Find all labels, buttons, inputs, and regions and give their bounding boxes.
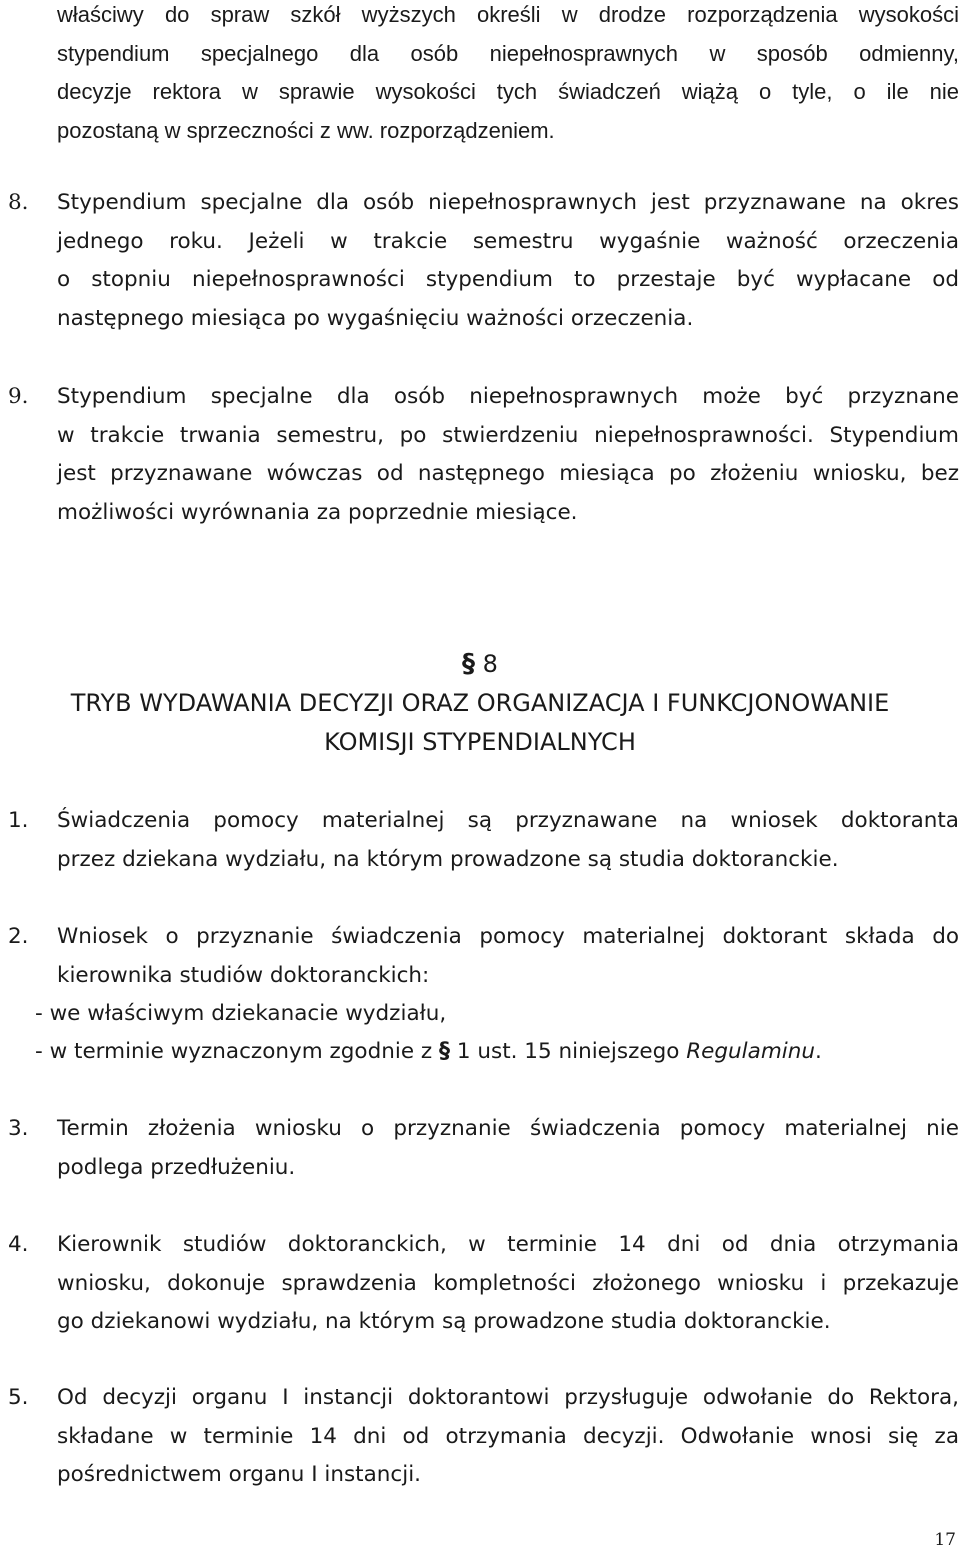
item-number: 8.	[8, 190, 29, 215]
text-line: przez dziekana wydziału, na którym prowadzone są studia doktoranckie.	[57, 846, 839, 872]
text-line: kierownika studiów doktoranckich:	[57, 962, 430, 988]
point-number: 4.	[8, 1232, 29, 1257]
item-8-paragraph	[57, 184, 959, 338]
text-line: podlega przedłużeniu.	[57, 1154, 296, 1180]
text-line: Od decyzji organu I instancji doktorantowi przysługuje odwołanie do Rektora,	[57, 1385, 959, 1410]
point-4-paragraph	[57, 1226, 959, 1342]
point-number: 1.	[8, 808, 29, 833]
text-line: pośrednictwem organu I instancji.	[57, 1462, 422, 1487]
text-line: go dziekanowi wydziału, na którym są prowadzone studia doktoranckie.	[57, 1309, 831, 1334]
text-line: składane w terminie 14 dni od otrzymania decyzji. Odwołanie wnosi się za	[57, 1423, 959, 1449]
text-line: jednego roku. Jeżeli w trakcie semestru wygaśnie ważność orzeczenia	[57, 228, 959, 254]
text-line: wniosku, dokonuje sprawdzenia kompletności złożonego wniosku i przekazuje	[57, 1270, 959, 1296]
section-heading	[0, 645, 960, 762]
text-line: jest przyznawane wówczas od następnego miesiąca po złożeniu wniosku, bez	[57, 461, 959, 486]
point-5-paragraph	[57, 1379, 959, 1495]
point-number: 5.	[8, 1385, 29, 1410]
text-line: następnego miesiąca po wygaśnięciu ważności orzeczenia.	[57, 305, 694, 331]
text-line: stypendium specjalnego dla osób niepełnosprawnych w sposób odmienny,	[57, 40, 959, 66]
item-number: 9.	[8, 384, 29, 409]
dash-text: .	[815, 1039, 822, 1064]
text-line: w trakcie trwania semestru, po stwierdzeniu niepełnosprawności. Stypendium	[57, 422, 959, 448]
text-line: właściwy do spraw szkół wyższych określi w drodze rozporządzenia wysokości	[57, 2, 959, 27]
point-number: 2.	[8, 924, 29, 949]
text-line: Wniosek o przyznanie świadczenia pomocy materialnej doktorant składa do	[57, 924, 959, 949]
section-sign: §	[462, 649, 476, 679]
point-number: 3.	[8, 1116, 29, 1141]
section-title-line: TRYB WYDAWANIA DECYZJI ORAZ ORGANIZACJA I FUNKCJONOWANIE	[70, 689, 890, 717]
text-line: Stypendium specjalne dla osób niepełnosprawnych może być przyznane	[57, 384, 959, 409]
text-line: Kierownik studiów doktoranckich, w terminie 14 dni od dnia otrzymania	[57, 1232, 959, 1257]
text-line: Świadczenia pomocy materialnej są przyznawane na wniosek doktoranta	[57, 808, 959, 833]
dash-text: - w terminie wyznaczonym zgodnie z	[35, 1039, 440, 1064]
intro-paragraph	[57, 0, 959, 150]
page-number: 17	[934, 1530, 956, 1550]
section-sign: §	[439, 1039, 451, 1064]
section-number	[0, 645, 960, 684]
point-3-paragraph	[57, 1110, 959, 1187]
text-line: możliwości wyrównania za poprzednie miesiące.	[57, 499, 578, 525]
dash-item	[35, 1033, 935, 1072]
item-9-paragraph	[57, 378, 959, 532]
point-1-paragraph	[57, 802, 959, 879]
dash-item: - we właściwym dziekanacie wydziału,	[35, 1001, 447, 1026]
text-line: Stypendium specjalne dla osób niepełnosprawnych jest przyznawane na okres	[57, 190, 959, 215]
dash-text: 1 ust. 15 niniejszego	[450, 1039, 687, 1064]
text-line: decyzje rektora w sprawie wysokości tych świadczeń wiążą o tyle, o ile nie	[57, 79, 959, 104]
point-2-paragraph	[57, 918, 959, 995]
section-number-value: 8	[482, 650, 498, 678]
section-title-line: KOMISJI STYPENDIALNYCH	[324, 728, 636, 756]
regulation-name: Regulaminu	[686, 1039, 815, 1064]
text-line: Termin złożenia wniosku o przyznanie świadczenia pomocy materialnej nie	[57, 1116, 959, 1141]
text-line: o stopniu niepełnosprawności stypendium to przestaje być wypłacane od	[57, 267, 959, 292]
text-line: pozostaną w sprzeczności z ww. rozporządzeniem.	[57, 117, 555, 143]
